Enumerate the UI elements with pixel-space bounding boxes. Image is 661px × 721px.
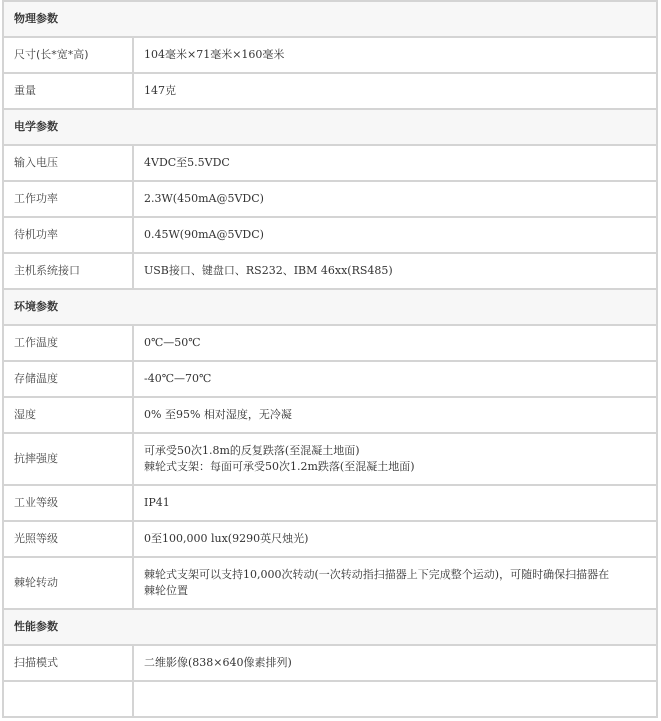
spec-row [3,645,657,681]
spec-row [3,181,657,217]
spec-label: 抗摔强度 [3,433,133,485]
spec-value [133,361,657,397]
spec-row [3,521,657,557]
spec-label: 扫描模式 [3,645,133,681]
spec-row [3,361,657,397]
spec-value-line: 二维影像(838×640像素排列) [144,656,292,669]
spec-row [3,253,657,289]
spec-row [3,325,657,361]
spec-label [3,681,133,717]
spec-value-line: 2.3W(450mA@5VDC) [144,192,264,205]
spec-value-line: -40℃—70℃ [144,372,212,385]
spec-value [133,325,657,361]
spec-row [3,433,657,485]
spec-value-line: 0℃—50℃ [144,336,201,349]
section-title: 性能参数 [3,609,657,645]
section-title: 电学参数 [3,109,657,145]
spec-label: 棘轮转动 [3,557,133,609]
spec-value-line: 棘轮式支架可以支持10,000次转动(一次转动指扫描器上下完成整个运动)，可随时确保扫描器在 [144,568,610,581]
spec-value [133,645,657,681]
spec-value-line: USB接口、键盘口、RS232、IBM 46xx(RS485) [144,264,393,277]
spec-label: 待机功率 [3,217,133,253]
spec-value [133,521,657,557]
spec-row [3,397,657,433]
spec-label: 存储温度 [3,361,133,397]
spec-label: 重量 [3,73,133,109]
spec-label: 主机系统接口 [3,253,133,289]
spec-row [3,217,657,253]
spec-value [133,145,657,181]
section-title: 环境参数 [3,289,657,325]
spec-value [133,681,657,717]
spec-value-line: 棘轮式支架：每面可承受50次1.2m跌落(至混凝土地面) [144,460,415,473]
spec-row [3,485,657,521]
spec-label: 尺寸(长*宽*高) [3,37,133,73]
spec-value-line: 4VDC至5.5VDC [144,156,230,169]
spec-row [3,37,657,73]
spec-value [133,73,657,109]
spec-row [3,557,657,609]
spec-value [133,397,657,433]
section-title: 物理参数 [3,1,657,37]
section-header-row [3,109,657,145]
spec-value-line: 0至100,000 lux(9290英尺烛光) [144,532,309,545]
spec-value-line: IP41 [144,496,170,509]
spec-value-line: 104毫米×71毫米×160毫米 [144,48,285,61]
spec-label: 工业等级 [3,485,133,521]
spec-value [133,557,657,609]
spec-value [133,217,657,253]
spec-row [3,145,657,181]
spec-label: 工作温度 [3,325,133,361]
spec-table [2,0,658,718]
spec-label: 工作功率 [3,181,133,217]
spec-row [3,73,657,109]
spec-value [133,433,657,485]
section-header-row [3,289,657,325]
spec-value-line: 0.45W(90mA@5VDC) [144,228,264,241]
spec-label: 输入电压 [3,145,133,181]
spec-value-line: 0% 至95% 相对湿度，无冷凝 [144,408,292,421]
spec-value [133,485,657,521]
spec-value-line: 147克 [144,84,176,97]
spec-label: 湿度 [3,397,133,433]
spec-value [133,253,657,289]
spec-value-line: 棘轮位置 [144,584,188,597]
section-header-row [3,609,657,645]
spec-table-body [3,1,657,717]
spec-label: 光照等级 [3,521,133,557]
spec-value [133,37,657,73]
spec-value [133,181,657,217]
spec-value-line: 可承受50次1.8m的反复跌落(至混凝土地面) [144,444,360,457]
section-header-row [3,1,657,37]
spec-row [3,681,657,717]
